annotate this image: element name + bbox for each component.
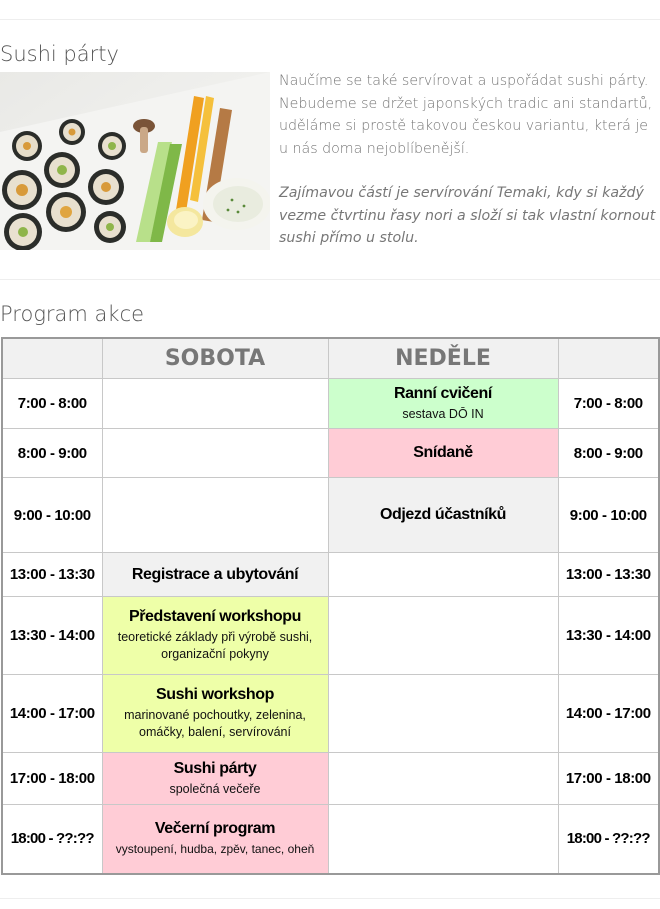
- sunday-cell: [328, 429, 558, 478]
- section-title-sushi: Sushi párty: [0, 42, 119, 66]
- event-subtitle: teoretické základy při výrobě sushi, organizační pokyny: [117, 630, 313, 661]
- divider-middle: [0, 279, 660, 280]
- table-header-row: [2, 338, 659, 379]
- sunday-cell: [328, 553, 558, 597]
- event-title: Odjezd účastníků: [379, 506, 507, 523]
- header-saturday: SOBOTA: [102, 338, 328, 379]
- sushi-paragraph-2: Zajímavou částí je servírování Temaki, kdy si každý vezme čtvrtinu řasy nori a složí si tak vlastní kornout sushi přímo u stolu.: [279, 185, 656, 246]
- time-cell: 13:00 - 13:30: [2, 553, 102, 597]
- time-cell: 7:00 - 8:00: [558, 379, 659, 429]
- saturday-cell: [102, 553, 328, 597]
- saturday-cell: [102, 478, 328, 553]
- time-cell: 17:00 - 18:00: [558, 753, 659, 805]
- table-row: [2, 478, 659, 553]
- divider-top: [0, 19, 660, 20]
- time-cell: 9:00 - 10:00: [558, 478, 659, 553]
- event-subtitle: vystoupení, hudba, zpěv, tanec, oheň: [115, 841, 315, 856]
- sushi-paragraph-1: Naučíme se také servírovat a uspořádat sushi párty. Nebudeme se držet japonských tradic ani standartů, uděláme si prostě takovou českou variantu, která je u nás doma nejoblíbenější.: [279, 73, 653, 157]
- table-row: [2, 753, 659, 805]
- event-subtitle: marinované pochoutky, zelenina, omáčky, balení, servírování: [124, 708, 306, 739]
- event-title: Ranní cvičení: [394, 384, 492, 402]
- event-title: Sushi workshop: [156, 686, 274, 703]
- sunday-cell: [328, 379, 558, 429]
- table-row: [2, 675, 659, 753]
- divider-bottom: [0, 898, 660, 899]
- sushi-description: [279, 70, 660, 272]
- sunday-cell: [328, 597, 558, 675]
- time-cell: 7:00 - 8:00: [2, 379, 102, 429]
- table-row: [2, 805, 659, 874]
- time-cell: 13:30 - 14:00: [2, 597, 102, 675]
- sunday-cell: [328, 805, 558, 874]
- time-cell: 17:00 - 18:00: [2, 753, 102, 805]
- sushi-photo: [0, 72, 270, 250]
- saturday-cell: [102, 429, 328, 478]
- table-row: [2, 379, 659, 429]
- event-title: Registrace a ubytování: [131, 565, 299, 583]
- time-cell: 14:00 - 17:00: [2, 675, 102, 753]
- sunday-cell: [328, 675, 558, 753]
- event-title: Představení workshopu: [128, 608, 302, 625]
- event-subtitle: společná večeře: [169, 781, 261, 796]
- time-cell: 18:00 - ??:??: [2, 805, 102, 874]
- sunday-cell: [328, 478, 558, 553]
- time-cell: 14:00 - 17:00: [558, 675, 659, 753]
- time-cell: 8:00 - 9:00: [2, 429, 102, 478]
- event-subtitle: sestava DŌ IN: [402, 406, 484, 421]
- time-cell: 9:00 - 10:00: [2, 478, 102, 553]
- header-empty-left: [2, 338, 102, 379]
- table-row: [2, 597, 659, 675]
- header-empty-right: [558, 338, 659, 379]
- section-title-program: Program akce: [0, 302, 145, 326]
- time-cell: 13:30 - 14:00: [558, 597, 659, 675]
- time-cell: 18:00 - ??:??: [558, 805, 659, 874]
- saturday-cell: [102, 379, 328, 429]
- saturday-cell: [102, 675, 328, 753]
- time-cell: 8:00 - 9:00: [558, 429, 659, 478]
- time-cell: 13:00 - 13:30: [558, 553, 659, 597]
- saturday-cell: [102, 753, 328, 805]
- table-row: [2, 553, 659, 597]
- saturday-cell: [102, 597, 328, 675]
- table-row: [2, 429, 659, 478]
- event-title: Snídaně: [413, 444, 473, 461]
- sunday-cell: [328, 753, 558, 805]
- saturday-cell: [102, 805, 328, 874]
- event-title: Večerní program: [154, 819, 276, 837]
- header-sunday: NEDĚLE: [328, 338, 558, 379]
- event-title: Sushi párty: [173, 759, 257, 777]
- program-table: [1, 337, 660, 875]
